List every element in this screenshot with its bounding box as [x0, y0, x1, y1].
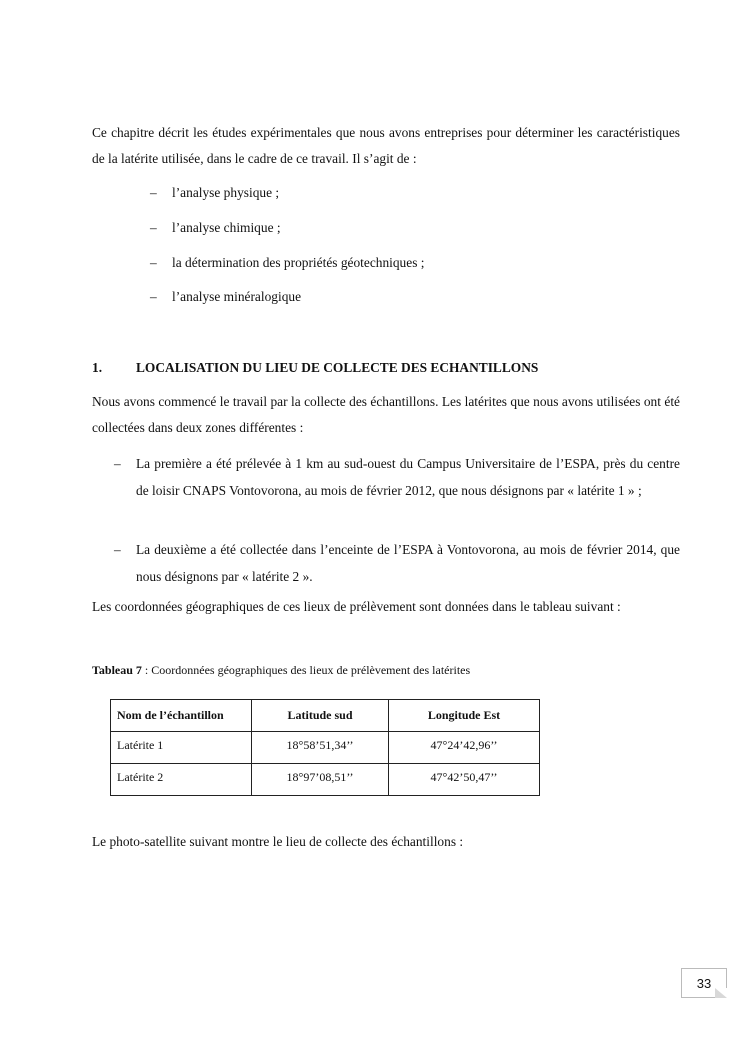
intro-paragraph: Ce chapitre décrit les études expérimentales que nous avons entreprises pour déterminer les caractéristiques de la latérite utilisée, dans le cadre de ce travail. Il s’agit de :: [92, 125, 680, 166]
paragraph-satellite: Le photo-satellite suivant montre le lieu de collecte des échantillons :: [92, 834, 464, 849]
coordinates-table: [110, 699, 540, 796]
table-cell: 47°24’42,96’’: [389, 732, 540, 764]
column-header: Nom de l’échantillon: [111, 700, 252, 732]
bullet-item: [114, 450, 680, 504]
table-row: [111, 732, 540, 764]
dash-bullet: –: [114, 456, 121, 471]
table-header-row: [111, 700, 540, 732]
paragraph-coordinates: Les coordonnées géographiques de ces lieux de prélèvement sont données dans le tableau suivant :: [92, 599, 621, 614]
list-item-text: l’analyse minéralogique: [172, 289, 302, 304]
list-item-text: la détermination des propriétés géotechniques ;: [172, 255, 425, 270]
page-number: 33: [696, 976, 712, 991]
dash-bullet: –: [150, 185, 157, 200]
page-number-box: [681, 968, 727, 998]
column-header: Longitude Est: [389, 700, 540, 732]
list-item-text: l’analyse physique ;: [172, 185, 280, 200]
caption-text: : Coordonnées géographiques des lieux de prélèvement des latérites: [141, 663, 471, 677]
column-header: Latitude sud: [252, 700, 389, 732]
dash-bullet: –: [114, 542, 121, 557]
paragraph-collection: Nous avons commencé le travail par la collecte des échantillons. Les latérites que nous avons utilisées ont été collectées dans deux zones différentes :: [92, 394, 680, 435]
dash-bullet: –: [150, 289, 157, 304]
table-cell: Latérite 2: [111, 764, 252, 796]
bullet-text: La première a été prélevée à 1 km au sud-ouest du Campus Universitaire de l’ESPA, près du centre de loisir CNAPS Vontovorona, au mois de février 2012, que nous désignons par « latérite 1 » ;: [136, 456, 680, 498]
table-caption: [92, 660, 470, 680]
bullet-text: La deuxième a été collectée dans l’enceinte de l’ESPA à Vontovorona, au mois de février 2014, que nous désignons par « latérite 2 ».: [136, 542, 680, 584]
table-cell: Latérite 1: [111, 732, 252, 764]
dash-bullet: –: [150, 255, 157, 270]
table-row: [111, 764, 540, 796]
dash-bullet: –: [150, 220, 157, 235]
section-title: LOCALISATION DU LIEU DE COLLECTE DES ECHANTILLONS: [136, 360, 539, 375]
table-cell: 18°58’51,34’’: [252, 732, 389, 764]
list-item-text: l’analyse chimique ;: [172, 220, 281, 235]
table-cell: 47°42’50,47’’: [389, 764, 540, 796]
caption-label: Tableau 7: [92, 663, 142, 677]
table-cell: 18°97’08,51’’: [252, 764, 389, 796]
section-number: 1.: [92, 360, 103, 375]
page-curl-icon: [715, 988, 727, 998]
bullet-item: [114, 536, 680, 590]
